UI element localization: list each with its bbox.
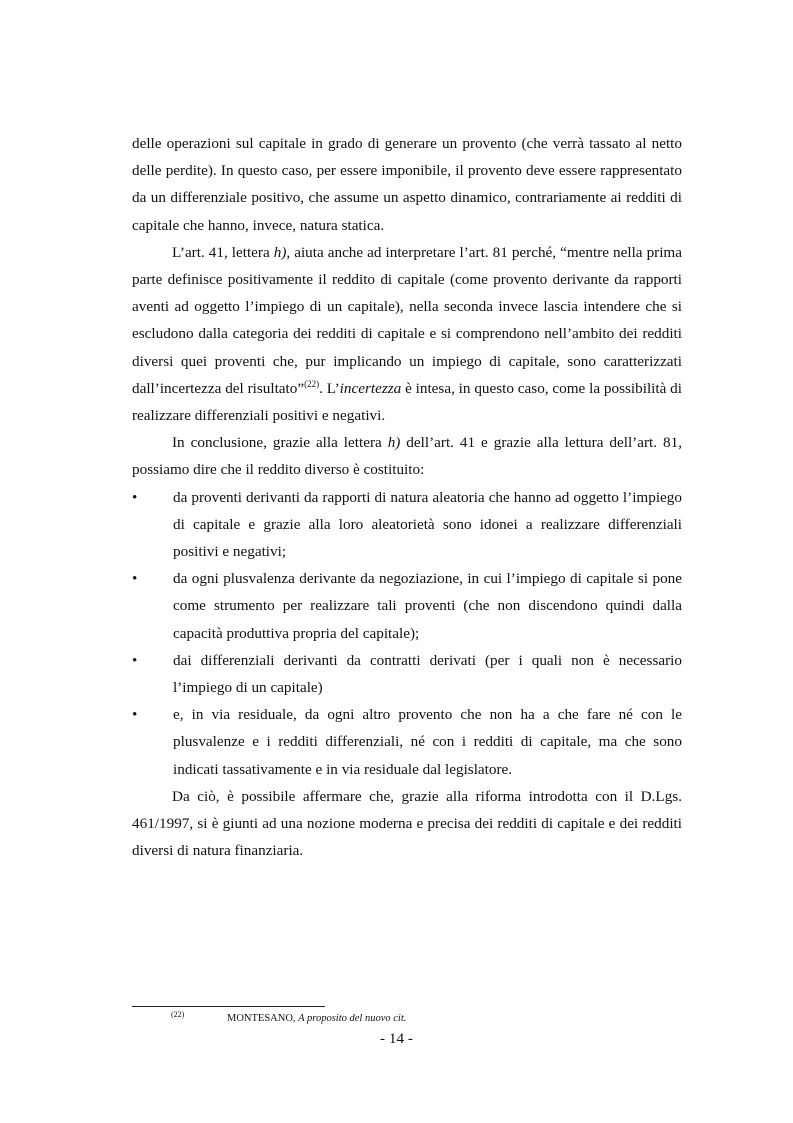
bullet-icon: • (132, 570, 138, 588)
paragraph-3 (132, 429, 682, 483)
list-item (132, 647, 682, 701)
bullet-icon: • (132, 651, 138, 669)
paragraph-2-incertezza: incertezza (339, 379, 402, 397)
list-item-text: e, in via residuale, da ogni altro provento che non ha a che fare né con le plusvalenze e i redditi differenziali, né con i redditi di capitale, ma che sono indicati tassativamente e in via residuale dal legislatore. (173, 706, 682, 778)
body-text (132, 130, 682, 864)
footnote-reference-22: (22) (304, 378, 320, 389)
paragraph-2-text-c: . L’ (319, 379, 340, 397)
footnote-divider (132, 1006, 325, 1007)
footnote-title: A proposito del nuovo cit. (298, 1013, 407, 1024)
footnote-number: (22) (171, 1010, 185, 1019)
bullet-icon: • (132, 488, 138, 506)
list-item (132, 701, 682, 783)
bullet-icon: • (132, 706, 138, 724)
paragraph-2-letter-h: h) (273, 243, 287, 261)
paragraph-2-text-a: L’art. 41, lettera (172, 243, 274, 261)
paragraph-3-text-a: In conclusione, grazie alla lettera (172, 434, 388, 452)
list-item (132, 565, 682, 647)
bullet-list (132, 484, 682, 783)
list-item-text: dai differenziali derivanti da contratti derivati (per i quali non è necessario l’impiego di un capitale) (173, 651, 682, 697)
list-item-text: da proventi derivanti da rapporti di natura aleatoria che hanno ad oggetto l’impiego di capitale e grazie alla loro aleatorietà sono idonei a realizzare differenziali positivi e negativi; (173, 488, 682, 561)
paragraph-2-text-d: è intesa, in questo caso, come la possibilità di realizzare differenziali positivi e negativi. (132, 379, 682, 425)
paragraph-1: delle operazioni sul capitale in grado di generare un provento (che verrà tassato al netto delle perdite). In questo caso, per essere imponibile, il provento deve essere rappresentato da un differenziale positivo, che assume un aspetto dinamico, contrariamente ai redditi di capitale che hanno, invece, natura statica. (132, 135, 682, 234)
paragraph-3-letter-h: h) (387, 434, 401, 452)
paragraph-2-text-b: , aiuta anche ad interpretare l’art. 81 perché, “mentre nella prima parte definisce positivamente il reddito di capitale (come provento derivante da rapporti aventi ad oggetto l’impiego di un capitale), nella seconda invece lascia intendere che si escludono dalla categoria dei redditi di capitale e si comprendono nell’ambito dei redditi diversi quei proventi che, pur implicando un impiego di capitale, sono caratterizzati dall’incertezza del risultato” (132, 243, 682, 397)
footnote-author: MONTESANO, (227, 1013, 299, 1024)
list-item (132, 484, 682, 566)
paragraph-4: Da ciò, è possibile affermare che, grazie alla riforma introdotta con il D.Lgs. 461/1997, si è giunti ad una nozione moderna e precisa dei redditi di capitale e dei redditi diversi di natura finanziaria. (132, 787, 682, 860)
paragraph-3-text-b: dell’art. 41 e grazie alla lettura dell’art. 81, possiamo dire che il reddito diverso è costituito: (132, 434, 682, 479)
footnote-text (227, 1012, 406, 1026)
page-number: - 14 - (380, 1030, 413, 1047)
list-item-text: da ogni plusvalenza derivante da negoziazione, in cui l’impiego di capitale si pone come strumento per realizzare tali proventi (che non discendono quindi dalla capacità produttiva propria del capitale); (173, 570, 682, 642)
paragraph-2 (132, 239, 682, 429)
